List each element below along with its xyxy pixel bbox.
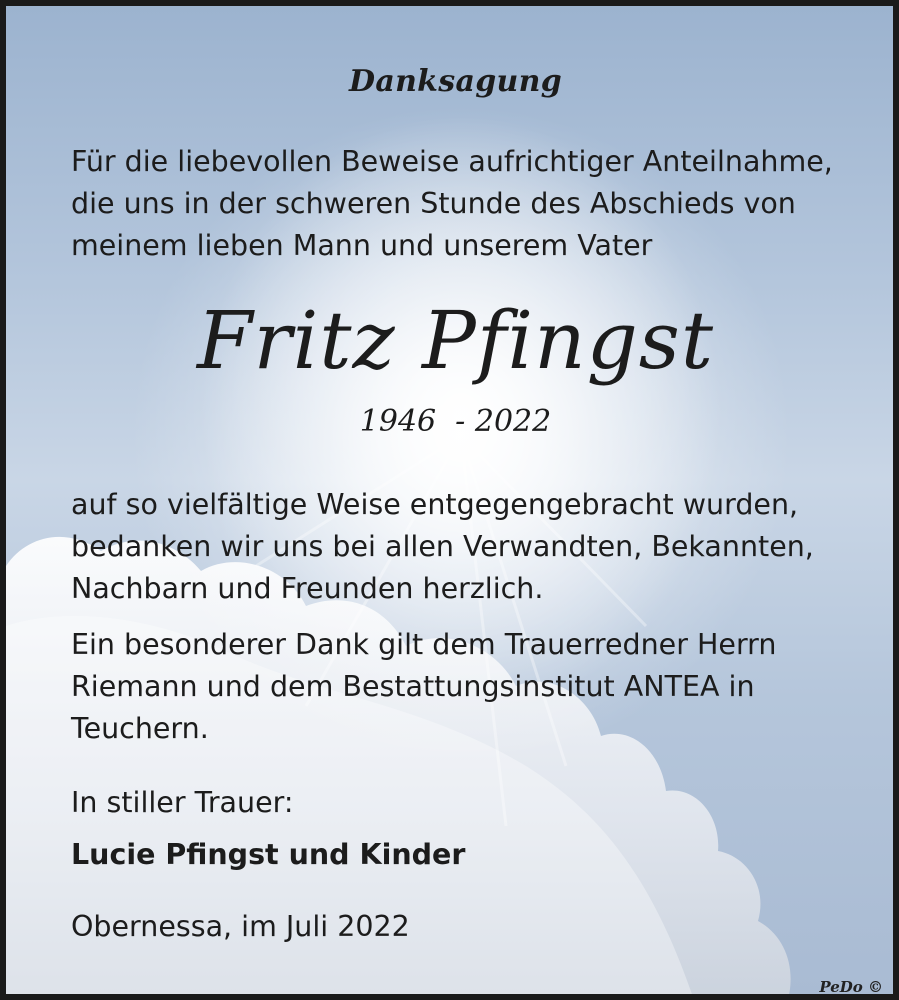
place-date: Obernessa, im Juli 2022 [71, 910, 410, 943]
intro-line: die uns in der schweren Stunde des Abschieds von [71, 187, 796, 220]
special-thanks-line: Teuchern. [71, 712, 209, 745]
intro-line: meinem lieben Mann und unserem Vater [71, 229, 653, 262]
heading: Danksagung [349, 64, 562, 99]
designer-credit: PeDo © [819, 978, 883, 996]
special-thanks-line: Ein besonderer Dank gilt dem Trauerredner Herrn [71, 628, 777, 661]
signed-by: Lucie Pfingst und Kinder [71, 838, 466, 871]
thanks-line: Nachbarn und Freunden herzlich. [71, 572, 544, 605]
thanks-line: bedanken wir uns bei allen Verwandten, Bekannten, [71, 530, 814, 563]
thanks-paragraph [71, 484, 861, 610]
intro-paragraph [71, 141, 861, 267]
notice-text [6, 6, 899, 1000]
life-years: 1946 - 2022 [359, 404, 552, 439]
intro-line: Für die liebevollen Beweise aufrichtiger Anteilnahme, [71, 145, 833, 178]
special-thanks-line: Riemann und dem Bestattungsinstitut ANTEA in [71, 670, 755, 703]
special-thanks-paragraph [71, 624, 861, 750]
mourning-label: In stiller Trauer: [71, 786, 294, 819]
deceased-name: Fritz Pfingst [196, 294, 715, 387]
thanks-line: auf so vielfältige Weise entgegengebracht wurden, [71, 488, 799, 521]
